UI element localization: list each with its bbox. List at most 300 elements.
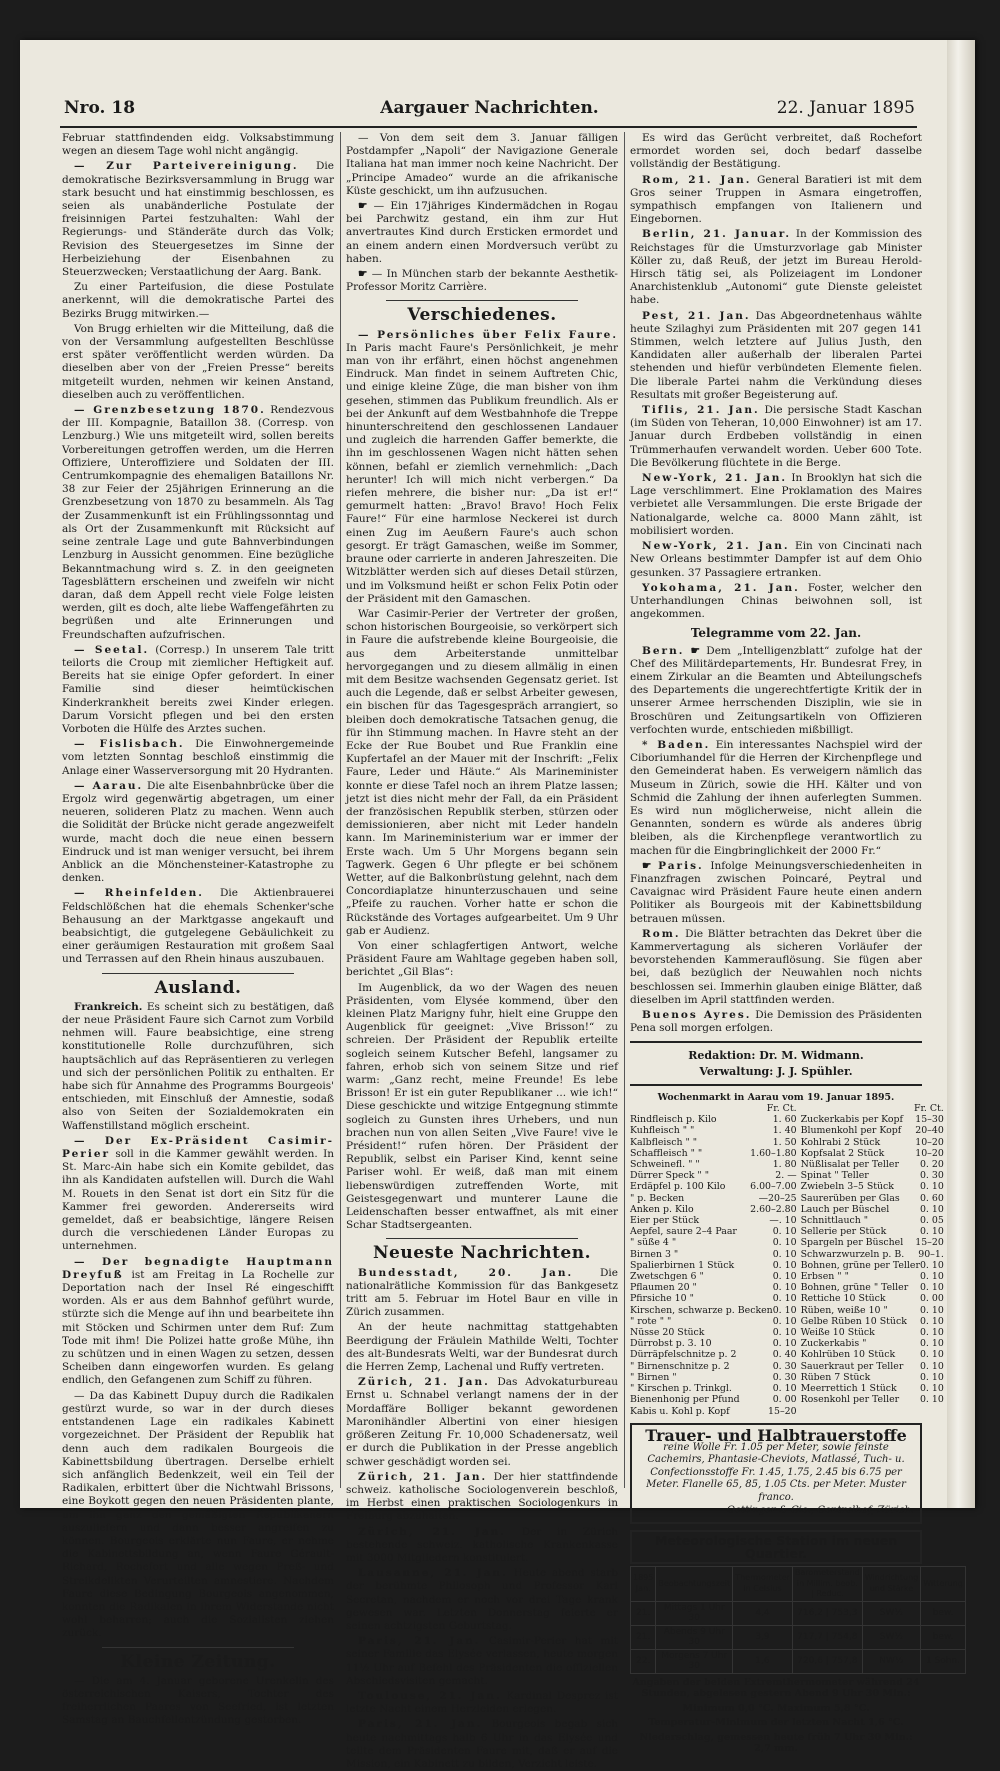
market-item: Schaffleisch " " — [630, 1147, 703, 1159]
market-item: Nüsse 20 Stück — [630, 1327, 705, 1339]
market-row — [630, 1215, 797, 1226]
market-row — [630, 1181, 797, 1192]
market-item: Pflaumen 20 " — [630, 1282, 697, 1294]
meteo-cell: 4,4 — [733, 1601, 793, 1625]
market-item: Birnen 3 " — [630, 1248, 679, 1260]
market-row — [630, 1372, 797, 1383]
header-rule — [60, 126, 917, 128]
market-item: Dürrobst p. 3. 10 — [630, 1338, 712, 1350]
market-price: 1. 40 — [772, 1125, 797, 1137]
market-item: Schweinefl. " " — [630, 1159, 700, 1171]
market-row — [801, 1305, 944, 1316]
market-price: 0. 10 — [919, 1327, 944, 1339]
article-text: Casimir-Perier hat mit seiner Familie das Elysée verlassen, heute morgen 11½ Uhr auf Befehl des Präsidenten die offiziellen Abschiedsvisiten gemacht. — [346, 1635, 618, 1687]
article — [62, 404, 334, 642]
article-heading: Zürich, 21. Jan. — [358, 1376, 490, 1389]
market-row — [801, 1204, 944, 1215]
article-heading: Buenos Ayres. — [642, 1009, 752, 1021]
article — [346, 268, 618, 294]
market-price: 2. — — [775, 1170, 797, 1182]
meteo-cell: SW½ — [862, 1625, 920, 1649]
market-item: Dürräpfelschnitze p. 2 — [630, 1349, 737, 1361]
market-item: " rote " " — [630, 1315, 672, 1327]
market-price: 0. 10 — [919, 1203, 944, 1215]
market-item: Anken p. Kilo — [630, 1203, 694, 1215]
market-item: Sellerie per Stück — [800, 1226, 887, 1238]
article — [630, 739, 922, 858]
market-item: " süße 4 " — [630, 1237, 677, 1249]
market-item: Kohlrüben 10 Stück — [800, 1349, 896, 1361]
article-text: Der hier stattfindende schweiz. katholische Sociologenverein beschloß, im Herbst einen praktischen Sociologenkurs in Freiburg abzuhalten. — [346, 1470, 618, 1523]
masthead — [64, 98, 915, 124]
market-price: 0. 10 — [772, 1338, 797, 1350]
article-text: Das Abgeordnetenhaus wählte heute Szilaghyi zum Präsidenten mit 207 gegen 141 Stimmen, welch letztere auf Julius Justh, den Kandidaten aller außerhalb der liberalen Partei stehenden und hiefür verbündeten Elemente fielen. Die liberale Partei nahm die Verkündung dieses Resultats mit großer Begeisterung auf. — [630, 309, 922, 401]
market-item: Kuhfleisch " " — [630, 1125, 695, 1137]
market-item: Spargeln per Büschel — [800, 1237, 904, 1249]
market-price: 10–20 — [915, 1136, 944, 1148]
market-item: Eier per Stück — [630, 1215, 700, 1227]
meteo-cell: Morgens 7 Uhr 30 — [656, 1649, 733, 1673]
article — [62, 1001, 334, 1133]
market-price: 0. 10 — [772, 1237, 797, 1249]
market-row — [630, 1271, 797, 1282]
market-price: 15–30 — [915, 1114, 944, 1126]
telegramme-heading: Telegramme vom 22. Jan. — [690, 626, 862, 641]
pointing-hand-icon: ☛ — [358, 268, 368, 281]
pointing-hand-icon: ☛ — [690, 644, 701, 657]
column-3 — [630, 132, 963, 1755]
market-row — [630, 1148, 797, 1159]
market-item: Kalbfleisch " " — [630, 1136, 698, 1148]
article — [630, 645, 922, 737]
meteo-cell: 21. — [631, 1601, 656, 1625]
market-row — [801, 1159, 944, 1170]
meteo-cell: Mittags 1 Uhr 30 — [656, 1601, 733, 1625]
issue-number: Nro. 18 — [64, 98, 136, 118]
market-row — [801, 1293, 944, 1304]
meteo-cell: 716,2 | 753,3 — [792, 1601, 862, 1625]
market-row — [801, 1271, 944, 1282]
article-heading: Yokohama, 21. Jan. — [642, 581, 800, 594]
article-heading: Zürich, 21. Jan. — [358, 1525, 506, 1538]
market-price: 0. 10 — [772, 1383, 797, 1395]
article-text: — Von dem seit dem 3. Januar fälligen Postdampfer „Napoli“ der Navigazione Generale Italiana hat man immer noch keine Nachricht. Der „Principe Amadeo“ wurde an die afrikanische Küste geschickt, um ihn aufzusuchen. — [346, 132, 618, 197]
market-price: 20–40 — [915, 1125, 944, 1137]
article-heading: Frankreich. — [74, 1000, 143, 1013]
ad-body: reine Wolle Fr. 1.05 per Meter, sowie feinste Cachemirs, Phantasie-Cheviots, Matlassé, Tuch- u. Confectionsstoffe Fr. 1.45, 1.75, 2.45 bis 6.75 per Meter. Flanelle 65, 85, 1.05 Cts. per Meter. Muster franco. — [646, 1441, 906, 1503]
meteo-cell: Abends 9 Uhr 30 — [656, 1625, 733, 1649]
article — [630, 860, 922, 926]
market-row — [630, 1204, 797, 1215]
article-heading: — Persönliches über Felix Faure. — [358, 328, 618, 341]
market-price: —20–25 — [758, 1192, 797, 1204]
article-text: Die Aktienbrauerei Feldschlößchen hat die ehemals Schenker'sche Behausung an der Marktgasse angekauft und beabsichtigt, die gutgelegene Gebäulichkeit zu einer geräumigen Restauration mit großem Saal und Terrassen auf den Rhein hinaus auszubauen. — [62, 887, 334, 966]
article-text: Ein interessantes Nachspiel wird der Ciboriumhandel für die Herren der Kirchenpflege und den Gemeinderat haben. Es verweigern nämlich das Museum in Zürich, sowie die HH. Kälter und von Schmid die Zahlung der ihnen auferlegten Summen. Es wird nun möglicherweise, nicht allein die Genannten, sondern es würde als anderes übrig bleiben, als die Kirchenpflege verantwortlich zu machen für die Eingbringlichkeit der 2000 Fr.“ — [630, 738, 923, 857]
market-unit-row — [801, 1103, 944, 1114]
market-item: Pfirsiche 10 " — [630, 1293, 694, 1305]
market-price: 1. 60 — [772, 1114, 797, 1126]
article-heading: Rom. — [642, 927, 681, 940]
market-item: Erbsen " " — [800, 1271, 849, 1283]
market-row — [801, 1260, 944, 1271]
article — [62, 738, 334, 778]
market-item: Kabis u. Kohl p. Kopf — [630, 1405, 730, 1417]
article-heading: Pest, 21. Jan. — [642, 309, 751, 322]
article-heading: New-York, 21. Jan. — [642, 540, 790, 553]
article — [630, 928, 922, 1007]
article-heading: Paris. — [658, 859, 704, 872]
market-row — [801, 1372, 944, 1383]
article-text: Im Augenblick, da wo der Wagen des neuen Präsidenten, vom Elysée kommend, über den kleinen Platz Marigny fuhr, hielt eine Gruppe den Augenblick für geeignet: „Vive Brisson!“ zu schreien. Der Präsident der Republik erteilte sogleich seinem Kutscher Befehl, langsamer zu fahren, erhob sich von seinem Sitze und rief warm: „Ganz recht, meine Freunde! Es lebe Brisson! Er ist ein guter Republikaner ... wie ich!“ Diese geschickte und witzige Entgegnung stimmte sogleich zu Gunsten ihres Urhebers, und nun brachen nun von allen Seiten „Vive Faure! vive le Président!“ rufen hören. Der Präsident der Republik, selbst ein Pariser Kind, kennt seine Pariser wohl. Er weiß, daß man mit einem liebenswürdigen zutreffenden Worte, mit Geistesgegenwart und munterer Laune die Leidenschaften besser entwaffnet, als mit einer Schar Stadtsergeanten. — [346, 981, 618, 1232]
article-text: Der in Zürich bestehende schweiz. katholische Krankenkasse mit 3000 Mitgliedern konstituiert. — [346, 1525, 618, 1564]
article-text: Die Blätter betrachten das Dekret über die Kammervertagung als sicheren Vorläufer der bevorstehenden Kammerauflösung. Sie fügen aber bei, daß bezüglich der Neuwahlen noch nichts beschlossen sei. Immerhin glauben einige Blätter, daß dieselben im April stattfinden werden. — [630, 927, 923, 1006]
market-price: 0. 60 — [919, 1192, 944, 1204]
article — [346, 1267, 618, 1320]
article — [62, 160, 334, 279]
article-text: soll in die Kammer gewählt werden. In St. Marc-Ain habe sich ein Komite gebildet, das ihn als Kandidaten aufstellen will. Durch die Wahl M. Rouets in den Senat ist dort ein Sitz für die Kammer frei geworden. Andererseits wird gemeldet, daß er beabsichtige, längere Reisen durch die verschiedenen Länder Europas zu unternehmen. — [62, 1148, 334, 1253]
article-text: Ein von Cincinati nach New Orleans bestimmter Dampfer ist auf dem Ohio gesunken. 37 Passagiere ertranken. — [630, 540, 922, 579]
market-price: 0. 30 — [772, 1360, 797, 1372]
market-row — [630, 1327, 797, 1338]
market-item: Bohnen, grüne per Teller — [800, 1259, 920, 1271]
article-text: War Casimir-Perier der Vertreter der großen, schon historischen Bourgeoisie, so verkörpert sich in Faure die aufstrebende kleine Bourgeoisie, die aus dem Arbeiterstande unmittelbar hervorgegangen und zu diesem allmälig in einen mit dem Besitze wachsenden Gegensatz geriet. Ist auch die Legende, daß er selbst Arbeiter gewesen, ein bischen für das Tagesgespräch arrangiert, so bleiben doch demokratische Tatsachen genug, die für ihn Stimmung machen. In Havre steht an der Ecke der Rue Boubet und Rue Franklin eine Kupfertafel an der Mauer mit der Inschrift: „Felix Faure, Leder und Häute.“ Als Marineminister konnte er diese Tafel noch an ihrem Platze lassen; jetzt ist dies nicht mehr der Fall, da ein Präsident der französischen Republik sterben, stürzen oder demissionieren, aber nicht mit Leder handeln kann. Im Marineministerium war er immer der Erste wach. Um 5 Uhr Morgens begann sein Tagwerk. Gegen 6 Uhr pflegte er bei schönem Wetter, auf die Balkonbrüstung gelehnt, nach dem Concordiaplatze hinunterzuschauen und seine „Pfeife zu rauchen. Vorher hatte er schon die Rückstände des Vortages aufgearbeitet. Um 9 Uhr gab er Audienz. — [346, 607, 618, 937]
market-item: Schnittlauch " — [800, 1215, 869, 1227]
meteo-header-cell: Thermometer in Celsius — [733, 1567, 793, 1602]
market-row — [630, 1260, 797, 1271]
article — [62, 644, 334, 736]
article — [346, 1376, 618, 1468]
market-price: 0. 10 — [919, 1371, 944, 1383]
article — [346, 1526, 618, 1566]
market-row — [630, 1406, 797, 1417]
article-text: Bourgeois begab sich heute nachmittags halb 6 Uhr in das Elysée und teilte dem Präsidenten Faure mit, daß er auf die Mission, ein Kabinett zu bilden, Verzicht leiste. — [346, 1718, 618, 1770]
article-text: Zu einer Parteifusion, die diese Postulate anerkennt, will die demokratische Partei des Bezirks Brugg mitwirken.— — [62, 281, 334, 320]
market-row — [630, 1316, 797, 1327]
market-item: Erdäpfel p. 100 Kilo — [630, 1181, 726, 1193]
section-heading-neueste: Neueste Nachrichten. — [372, 1243, 592, 1264]
article-heading: Paris, 21. Jan. — [358, 1635, 481, 1648]
market-row — [801, 1249, 944, 1260]
market-price: 2.60–2.80 — [750, 1203, 797, 1215]
market-row — [630, 1226, 797, 1237]
market-item: Aepfel, saure 2–4 Paar — [630, 1226, 737, 1238]
market-row — [630, 1349, 797, 1360]
meteo-header-cell: Beobachtungszeit — [656, 1567, 733, 1602]
market-item: Kirschen, schwarze p. Becken — [630, 1304, 773, 1316]
meteo-cell: bew. — [921, 1625, 966, 1649]
newspaper-page — [20, 40, 975, 1770]
market-price: 0. 10 — [919, 1394, 944, 1406]
market-price: 0. 10 — [919, 1315, 944, 1327]
section-heading-verschiedenes: Verschiedenes. — [407, 305, 557, 326]
article-text: Die alte Eisenbahnbrücke über die Ergolz wird gegenwärtig abgetragen, um einer neueren, solideren Platz zu machen. Wenn auch die Solidität der Brücke nicht gerade angezweifelt wurde, macht doch die neue einen bessern Eindruck und ist man weniger versucht, bei ihrem Anblick an die Mönchensteiner-Katastrophe zu denken. — [62, 779, 334, 885]
market-item: Dürrer Speck " " — [630, 1170, 710, 1182]
meteo-row — [631, 1625, 966, 1649]
meteo-header-cell: Windrichtung und Stärke — [862, 1567, 920, 1602]
meteo-cell: 3,9 — [733, 1625, 793, 1649]
market-price: 10–20 — [915, 1147, 944, 1159]
article-heading: Paris, 21. Jan. — [358, 1718, 483, 1731]
article — [62, 780, 334, 886]
article-heading: Rom, 21. Jan. — [642, 173, 752, 186]
pointing-hand-icon: ☛ — [358, 200, 368, 213]
article-text: General Baratieri ist mit dem Gros seiner Truppen in Asmara eingetroffen, sympathisch empfangen von Italienern und Eingebornen. — [630, 173, 922, 226]
meteo-footer-line: Angaben der beiden Extremthermometer während 24 Stunden, abgelesen gestern Abend 9 Uhr 30 Min.: — [632, 1676, 920, 1700]
article-heading: — Der begnadigte Hauptmann Dreyfuß — [62, 1255, 334, 1281]
market-row — [630, 1383, 797, 1394]
market-row — [801, 1327, 944, 1338]
ad-signature: Oettinger & Cie., Centralhof, Zürich. — [726, 1505, 914, 1517]
market-item: Zwetschgen 6 " — [630, 1271, 704, 1283]
meteo-table — [630, 1566, 966, 1674]
market-item: Rosenkohl per Teller — [800, 1394, 900, 1406]
market-row — [630, 1193, 797, 1204]
market-row — [801, 1338, 944, 1349]
article-text: Die Demission des Präsidenten Pena soll morgen erfolgen. — [630, 1009, 922, 1035]
market-row — [801, 1170, 944, 1181]
market-unit: Fr. Ct. — [913, 1103, 944, 1115]
market-row — [630, 1125, 797, 1136]
meteo-cell: 22. — [631, 1649, 656, 1673]
market-price: 1. 80 — [772, 1159, 797, 1171]
redaktion-line: Redaktion: Dr. M. Widmann. — [688, 1049, 864, 1063]
market-price: —. 10 — [769, 1215, 797, 1227]
article-heading: — Aarau. — [74, 779, 144, 792]
market-row — [630, 1338, 797, 1349]
meteo-cell: 1 Sohn. — [921, 1649, 966, 1673]
market-item: Nüßlisalat per Teller — [800, 1159, 899, 1171]
meteo-header-row — [631, 1567, 966, 1602]
divider — [630, 1084, 922, 1086]
market-item: Zwiebeln 3–5 Stück — [800, 1181, 894, 1193]
article-text: Die nationalrätliche Kommission für das Bankgesetz tritt am 5. Februar im Hotel Baur en ville in Zürich zusammen. — [346, 1266, 618, 1319]
article — [346, 1718, 618, 1771]
market-price: 0. 10 — [772, 1315, 797, 1327]
article-heading: — Zur Parteivereinigung. — [74, 160, 299, 173]
market-price: 0. 10 — [772, 1259, 797, 1271]
market-item: Kopfsalat 2 Stück — [800, 1147, 885, 1159]
market-row — [630, 1114, 797, 1125]
divider — [386, 300, 578, 301]
article-text: Infolge Meinungsverschiedenheiten in Finanzfragen zwischen Poincaré, Peytral und Cavaignac wird Präsident Faure heute einen andern Politiker als Bourgeois mit der Kabinettsbildung betrauen müssen. — [630, 859, 922, 925]
market-price: 0. 40 — [772, 1349, 797, 1361]
divider — [102, 973, 294, 974]
market-row — [630, 1361, 797, 1372]
article-text: Die persische Stadt Kaschan (im Süden von Teheran, 10,000 Einwohner) ist am 17. Januar durch Erdbeben vollständig in einen Trümmerhaufen verwandelt worden. Ueber 600 Tote. Die Bevölkerung flüchtete in die Berge. — [630, 404, 922, 469]
market-price: 0. 20 — [919, 1159, 944, 1171]
article-text: Foster, welcher den Unterhandlungen Chinas beiwohnen soll, ist angekommen. — [630, 581, 923, 621]
market-row — [630, 1170, 797, 1181]
market-price: 0. 10 — [919, 1226, 944, 1238]
article-text: Februar stattfindenden eidg. Volksabstimmung wegen an diesem Tage wohl nicht angängig. — [62, 132, 334, 158]
article-heading: New-York, 21. Jan. — [642, 472, 788, 485]
article — [630, 174, 922, 227]
meteo-footer — [630, 1677, 922, 1755]
market-item: Spalierbirnen 1 Stück — [630, 1259, 735, 1271]
market-price: 0. 10 — [772, 1226, 797, 1238]
article — [346, 200, 618, 266]
meteo-cell: 717,7 | 754,8 — [792, 1625, 862, 1649]
market-row — [801, 1125, 944, 1136]
market-row — [801, 1148, 944, 1159]
market-row — [801, 1137, 944, 1148]
market-item: Kohlrabi 2 Stück — [800, 1136, 881, 1148]
market-price: 15–20 — [915, 1237, 944, 1249]
meteo-footer-line: Minimum 0,0 °C. Maximum 5,8 °C. — [682, 1702, 870, 1714]
market-item: Rindfleisch p. Kilo — [630, 1114, 717, 1126]
market-row — [801, 1282, 944, 1293]
market-item: Weiße 10 Stück — [800, 1327, 875, 1339]
pointing-hand-icon: ☛ — [642, 859, 652, 872]
article-heading: Zürich, 21. Jan. — [358, 1470, 488, 1483]
article-text: Kardinal Desprez ist letzte Nacht einem Herzleiden erlegen. — [346, 1689, 619, 1716]
article — [630, 1009, 922, 1035]
market-row — [801, 1383, 944, 1394]
article-text: ist am Freitag in La Rochelle zur Deportation nach der Insel Ré eingeschifft worden. Als er aus dem Bahnhof geführt wurde, stürzte sich die Menge auf ihn und bearbeitete ihn mit Stöcken und Schirmen unter dem Ruf: Zum Tode mit ihm! Die Polizei hatte große Mühe, ihn zu schützen und in einen Wagen zu setzen, dessen Scheiben dann eingeworfen wurden. Es gelang endlich, den Gefangenen zum Schiff zu führen. — [62, 1268, 335, 1387]
market-grid — [630, 1103, 944, 1417]
article — [346, 1567, 618, 1633]
market-price: 0. 10 — [772, 1293, 797, 1305]
market-price: 1. 50 — [772, 1136, 797, 1148]
meteo-row — [631, 1649, 966, 1673]
article-text: Von einer schlagfertigen Antwort, welche Präsident Faure am Wahltage gegeben haben soll, berichtet „Gil Blas“: — [346, 939, 618, 979]
market-row — [801, 1349, 944, 1360]
market-item: Schwarzwurzeln p. B. — [800, 1248, 905, 1260]
article-text: In der Kommission des Reichstages für die Umsturzvorlage gab Minister Köller zu, daß Reuß, der jetzt im Bureau Herold-Hirsch tätig sei, als Polizeiagent im Londoner Anarchistenklub „Autonomi“ gute Dienste geleistet habe. — [630, 228, 923, 307]
divider — [386, 1238, 578, 1239]
article-text: — Da das Kabinett Dupuy durch die Radikalen gestürzt wurde, so war in der durch dieses entstandenen Lage ein radikales Kabinett vorgezeichnet. Der Präsident der Republik hat denn auch dem radikalen Bourgeois die Kabinettsbildung übertragen. Derselbe erhielt sich anfänglich Bedenkzeit, weil ein Teil der Radikalen, erbittert über die Nichtwahl Brissons, eine Boykott gegen den neuen Präsidenten plante, um ihn ganz den gemäßigten Republikanern auszuliefern und dann besser angreifen zu können. Bourgeois erklärte nun Faure, er nehme die Kabinettsbildung an, wenn Faure Gérault-Richard, Rochefort und alle wegen Preß- und Streikdelikten Verurteilten amnestiere. Nachdem Faure diese Bedingung Bourgeois angenommen, konnten die Radikalen in ihrem Widerstande nicht wohl beharren; auch die Sozialisten ziehen zurück. — [62, 1389, 334, 1640]
meteo-header-cell: Witterung — [921, 1567, 966, 1602]
article-heading: — Seetal. — [74, 643, 150, 656]
market-price: 0. 10 — [772, 1271, 797, 1283]
article — [630, 404, 922, 470]
meteo-cell: NW½ — [862, 1649, 920, 1673]
market-price: 0. 10 — [772, 1282, 797, 1294]
newspaper-title: Aargauer Nachrichten. — [380, 98, 599, 118]
article-heading: Bern. — [642, 644, 685, 657]
market-row — [630, 1282, 797, 1293]
market-row — [630, 1305, 797, 1316]
meteo-footer-line: Niederschlag, gemessen heute früh 7 Uhr 30 Min.: 2,7 mm. — [639, 1731, 913, 1755]
market-item: Zuckerkabis " — [800, 1338, 867, 1350]
market-item: Sauerkraut per Teller — [800, 1360, 904, 1372]
market-price: 0. 10 — [772, 1304, 797, 1316]
market-row — [801, 1181, 944, 1192]
article-heading: Tiflis, 21. Jan. — [642, 404, 760, 417]
article — [62, 1135, 334, 1254]
market-item: Rüben 7 Stück — [800, 1371, 871, 1383]
article — [346, 1690, 618, 1716]
divider — [102, 1647, 294, 1648]
meteo-cell: 1,6 — [733, 1649, 793, 1673]
verwaltung-line: Verwaltung: J. J. Spühler. — [699, 1064, 853, 1078]
market-item: Zuckerkabis per Kopf — [800, 1114, 904, 1126]
article-text: Dem „Intelligenzblatt“ zufolge hat der Chef des Militärdepartements, Hr. Bundesrat Frey, in einem Zirkular an die Beamten und Abteilungschefs des Departements die ungerechtfertigte Kritik der in unserer Armee herrschenden Disziplin, wie sie in Broschüren und Zeitungsartikeln von Offizieren verfochten wurde, entschieden mißbilligt. — [630, 644, 922, 736]
market-item: Saurerüben per Glas — [800, 1192, 900, 1204]
market-price: 0. 00 — [772, 1394, 797, 1406]
article-heading: * Baden. — [642, 738, 711, 751]
market-price: 0. 10 — [772, 1248, 797, 1260]
advertisement — [630, 1423, 922, 1524]
market-item: Gelbe Rüben 10 Stück — [800, 1315, 907, 1327]
market-price: 0. 05 — [919, 1215, 944, 1227]
article-text: — Ein 17jähriges Kindermädchen in Rogau bei Parchwitz gestand, ein ihm zur Hut anvertrautes Kind durch Ersticken ermordet und an einem andern einen Mordversuch verübt zu haben. — [346, 200, 618, 265]
market-price: 0. 10 — [919, 1181, 944, 1193]
article-text: Heute abend starb der berühmte Philosoph und Professor Karl Secretan, nachdem er noch vor drei Tage krank gewesen war. Letzten Donnerstag feierte er seinen achtzigsten Geburtstag. — [346, 1567, 618, 1632]
article-heading: — Rheinfelden. — [74, 887, 204, 900]
section-heading-kleine-zeitung: Kleine Zeitung. — [120, 1651, 276, 1672]
market-row — [630, 1293, 797, 1304]
article — [346, 1471, 618, 1524]
market-row — [801, 1226, 944, 1237]
market-price: 0. 10 — [919, 1271, 944, 1283]
market-price: 0. 10 — [919, 1383, 944, 1395]
market-price: 0. 10 — [919, 1304, 944, 1316]
article-text: Es scheint sich zu bestätigen, daß der neue Präsident Faure sich Carnot zum Vorbild nehmen will. Faure beabsichtige, eine streng konstitutionelle Rolle durchzuführen, sich hauptsächlich auf das Repräsentieren zu verlegen und sich der persönlichen Politik zu enthalten. Er habe sich für Annahme des Programms Bourgeois' entschieden, mit Einschluß der Amnestie, sodaß also von Seiten der Sozialdemokraten ein Waffenstillstand möglich erscheint. — [62, 1000, 334, 1132]
meteo-header-cell: 1895 Jan. — [631, 1567, 656, 1602]
article — [62, 1256, 334, 1388]
article — [346, 1635, 618, 1688]
meteo-row — [631, 1601, 966, 1625]
article-text: — In München starb der bekannte Aesthetik-Professor Moritz Carrière. — [346, 268, 618, 294]
market-column-right — [801, 1103, 944, 1417]
market-row — [630, 1159, 797, 1170]
meteo-footer-line: Temperatur-Minimum der letzten Nacht 1,6 °C. — [648, 1717, 904, 1729]
meteo-body — [631, 1601, 966, 1673]
article-text: In Brooklyn hat sich die Lage verschlimmert. Eine Proklamation des Maires verbietet alle Versammlungen. Die erste Brigade der Nationalgarde, welche ca. 8000 Mann zählt, ist mobilisiert worden. — [630, 472, 922, 537]
section-heading-ausland: Ausland. — [154, 977, 242, 998]
article — [630, 540, 922, 580]
article-heading: — Grenzbesetzung 1870. — [74, 404, 266, 417]
page-edge — [947, 40, 975, 1508]
market-item: Rüben, weiße 10 " — [800, 1304, 888, 1316]
column-1 — [62, 132, 335, 1727]
market-title: Wochenmarkt in Aarau vom 19. Januar 1895. — [657, 1091, 895, 1103]
market-row — [630, 1249, 797, 1260]
market-row — [801, 1237, 944, 1248]
market-price: 0. 10 — [919, 1349, 944, 1361]
meteo-cell: 720,6 | 757,8 — [792, 1649, 862, 1673]
market-price: 0. 10 — [919, 1259, 944, 1271]
article-text: Es wird das Gerücht verbreitet, daß Rochefort ermordet worden sei, doch bedarf dasselbe vollständig der Bestätigung. — [630, 132, 922, 171]
article-heading: — Der Ex-Präsident Casimir-Perier — [62, 1134, 334, 1161]
market-row — [801, 1215, 944, 1226]
market-price: 0. 00 — [919, 1293, 944, 1305]
meteo-header-cell: Barometerstand in Millim. beob. | Reduc. — [792, 1567, 862, 1602]
market-report — [630, 1091, 944, 1417]
market-row — [630, 1237, 797, 1248]
market-row — [801, 1394, 944, 1405]
market-price: 0. 10 — [919, 1282, 944, 1294]
article-text: — Die am 4. Januar geborene Urenkelin des österreichischen Kaisers, Tochter des freiherrlichen Paares von Seefried, ist letzten Samstag an Bauchfellentzündung gestorben. — [62, 1674, 334, 1727]
divider — [630, 1041, 922, 1043]
market-row — [630, 1137, 797, 1148]
market-item: Rettiche 10 Stück — [800, 1293, 886, 1305]
article-text: Von Brugg erhielten wir die Mitteilung, daß die von der Versammlung aufgestellten Beschlüsse erst später veröffentlicht werden würden. Da dieselben aber von der „Freien Presse“ bereits mitgeteilt wurden, nehmen wir keinen Anstand, dieselben auch zu veröffentlichen. — [62, 322, 334, 401]
market-price: 0. 30 — [919, 1170, 944, 1182]
article — [630, 228, 922, 307]
article-text: Das Advokaturbureau Ernst u. Schnabel verlangt namens der in der Mordaffäre Bolliger bekannt gewordenen Maronihändler Albertini von einer hiesigen größeren Zeitung Fr. 10,000 Schadenersatz, weil er durch die Publikation in der Presse angeblich schwer geschädigt worden sei. — [346, 1376, 618, 1468]
market-price: 6.00–7.00 — [750, 1181, 797, 1193]
market-item: Bienenhonig per Pfund — [630, 1394, 740, 1406]
market-price: 0. 10 — [772, 1327, 797, 1339]
market-item: Lauch per Büschel — [800, 1203, 890, 1215]
market-price: 0. 10 — [919, 1360, 944, 1372]
market-price: 0. 10 — [919, 1338, 944, 1350]
column-2 — [346, 132, 619, 1770]
meteo-cell: bew. — [921, 1601, 966, 1625]
article — [630, 310, 922, 402]
